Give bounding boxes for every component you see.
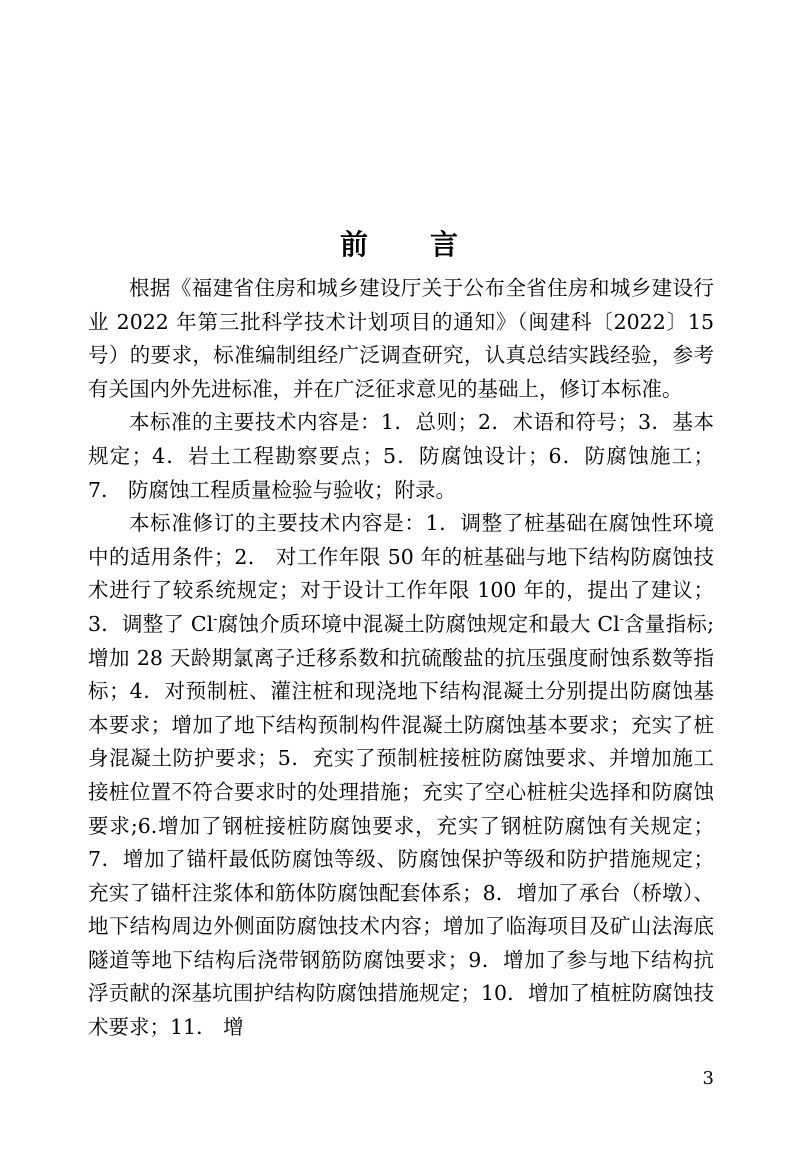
paragraph-2: 本标准的主要技术内容是：1．总则；2．术语和符号；3．基本规定；4．岩土工程勘察要点；5．防腐蚀设计；6．防腐蚀施工；7． 防腐蚀工程质量检验与验收；附录。 (88, 410, 714, 502)
document-body (88, 272, 714, 1045)
paragraph-1: 根据《福建省住房和城乡建设厅关于公布全省住房和城乡建设行业 2022 年第三批科学技术计划项目的通知》（闽建科〔2022〕15 号）的要求，标准编制组经广泛调查研究，认真总结实践经验，参考有关国内外先进标准，并在广泛征求意见的基础上，修订本标准。 (88, 276, 714, 401)
chloride-ion-charge-1: - (213, 611, 218, 627)
paragraph-3-segment-1: 本标准修订的主要技术内容是：1．调整了桩基础在腐蚀性环境中的适用条件；2． 对工作年限 50 年的桩基础与地下结构防腐蚀技术进行了较系统规定；对于设计工作年限 100 年的，提出了建议；3．调整了 Cl (88, 511, 714, 636)
page-number: 3 (702, 1068, 714, 1089)
page-title: 前 言 (339, 227, 460, 261)
paragraph-3-segment-3: 含量指标;增加 28 天龄期氯离子迁移系数和抗硫酸盐的抗压强度耐蚀系数等指标；4．对预制桩、灌注桩和现浇地下结构混凝土分别提出防腐蚀基本要求；增加了地下结构预制构件混凝土防腐蚀基本要求；充实了桩身混凝土防护要求；5．充实了预制桩接桩防腐蚀要求、并增加施工接桩位置不符合要求时的处理措施；充实了空心桩桩尖选择和防腐蚀要求;6.增加了钢桩接桩防腐蚀要求，充实了钢桩防腐蚀有关规定；7．增加了锚杆最低防腐蚀等级、防腐蚀保护等级和防护措施规定；充实了锚杆注浆体和筋体防腐蚀配套体系；8．增加了承台（桥墩）、地下结构周边外侧面防腐蚀技术内容；增加了临海项目及矿山法海底隧道等地下结构后浇带钢筋防腐蚀要求；9．增加了参与地下结构抗浮贡献的深基坑围护结构防腐蚀措施规定；10．增加了植桩防腐蚀技术要求；11． 增 (88, 611, 714, 1040)
paragraph-3-segment-2: 腐蚀介质环境中混凝土防腐蚀规定和最大 Cl (217, 611, 620, 636)
paragraph-3 (88, 507, 714, 1045)
chloride-ion-charge-2: - (619, 611, 624, 627)
